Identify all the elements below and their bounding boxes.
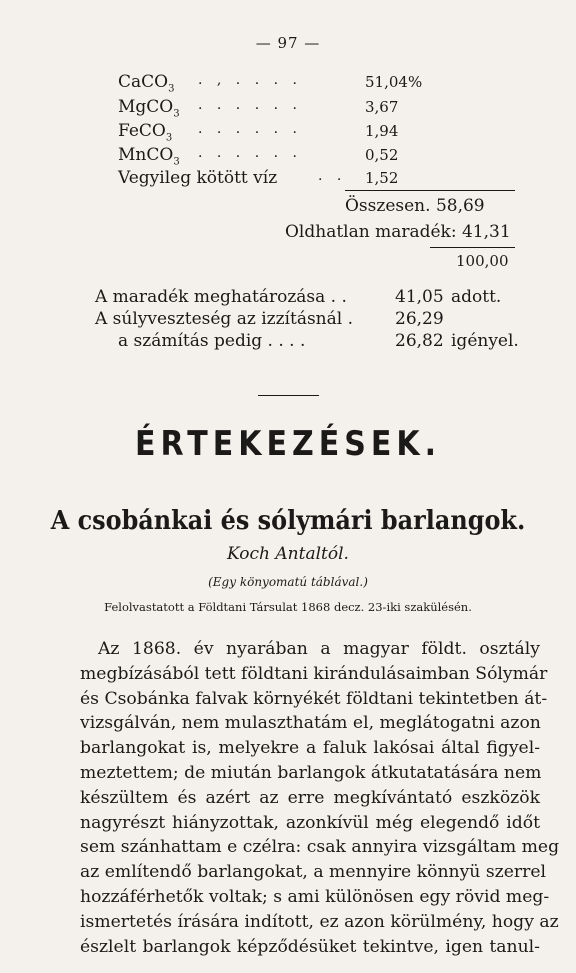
insoluble-residue: Oldhatlan maradék: 41,31 [285,222,511,242]
body-line: vizsgálván, nem mulaszthatám el, meglátogatni azon [80,713,541,734]
body-line: nagyrészt hiányzottak, azonkívül még elegendő időt [80,812,540,833]
article-note: (Egy könyomatú táblával.) [208,575,368,589]
leader-dots: . . . . . . [198,145,302,161]
body-line: Az 1868. év nyarában a magyar földt. osztály [98,639,540,659]
body-line: az említendő barlangokat, a mennyire könnyü szerrel [80,862,546,883]
section-separator [258,395,319,396]
body-line: ismertetés írására indított, ez azon körülmény, hogy az [80,911,559,932]
chem-formula: MnCO [118,145,174,165]
chem-row-feco3 [118,121,530,144]
chem-subscript: 3 [173,108,180,120]
chem-row-water [118,168,530,188]
body-line: és Csobánka falvak környékét földtani tekintetben át- [80,688,548,709]
method-suffix: igényel. [451,331,519,351]
body-line: hozzáférhetők voltak; s ami különösen egy rövid meg- [80,886,550,907]
method-suffix: adott. [451,287,502,307]
chem-row-mgco3 [118,97,530,120]
method-row [118,331,558,353]
method-value: 26,82 [395,331,444,351]
leader-dots: . . . . . . [198,97,302,113]
method-value: 41,05 [395,287,444,307]
body-line: észlelt barlangok képződésüket tekintve, igen tanul- [80,936,540,957]
chem-value: 51,04% [365,73,423,91]
body-line: meztettem; de miután barlangok átkutatatására nem [80,762,542,783]
chem-formula: FeCO [118,121,166,141]
section-heading: ÉRTEKEZÉSEK. [135,424,441,465]
chem-value: 3,67 [365,98,399,116]
method-label: A maradék meghatározása . . [95,287,347,307]
body-line: megbízásából tett földtani kirándulásaimban Sólymár [80,663,548,684]
read-at-note: Felolvastatott a Földtani Társulat 1868 decz. 23-iki szakülésén. [104,600,472,614]
chem-value: 0,52 [365,146,399,164]
leader-dots: . . . . . . [198,121,302,137]
leader-dots: . . [318,168,347,184]
method-row [95,287,535,309]
method-label: A súlyveszteség az izzításnál . [95,309,354,329]
method-value: 26,29 [395,309,444,329]
chem-formula: CaCO [118,72,169,92]
chem-row-caco3 [118,72,530,95]
chem-row-mnco3 [118,145,530,168]
chem-subscript: 3 [173,156,180,168]
chem-formula: MgCO [118,97,174,117]
leader-dots: . , . . . . [198,72,302,88]
sum-total: Összesen. 58,69 [345,196,485,216]
body-line: barlangokat is, melyekre a faluk lakósai által figyel- [80,738,540,759]
chem-value: 1,94 [365,122,399,140]
chem-subscript: 3 [165,132,173,144]
grand-total: 100,00 [456,252,509,270]
chem-formula: Vegyileg kötött víz [118,168,278,188]
body-line: készültem és azért az erre megkívántató eszközök [80,787,540,808]
grand-total-rule [430,247,515,248]
chem-subscript: 3 [168,83,175,95]
chem-value: 1,52 [365,169,399,187]
article-title: A csobánkai és sólymári barlangok. [50,506,526,536]
sum-rule [345,190,515,191]
method-row [95,309,535,331]
article-author: Koch Antaltól. [227,544,349,564]
article-body [80,637,560,959]
body-line: sem szánhattam e czélra: csak annyira vizsgáltam meg [80,837,560,858]
page-number: — 97 — [255,34,321,52]
method-label: a számítás pedig . . . . [118,331,306,351]
